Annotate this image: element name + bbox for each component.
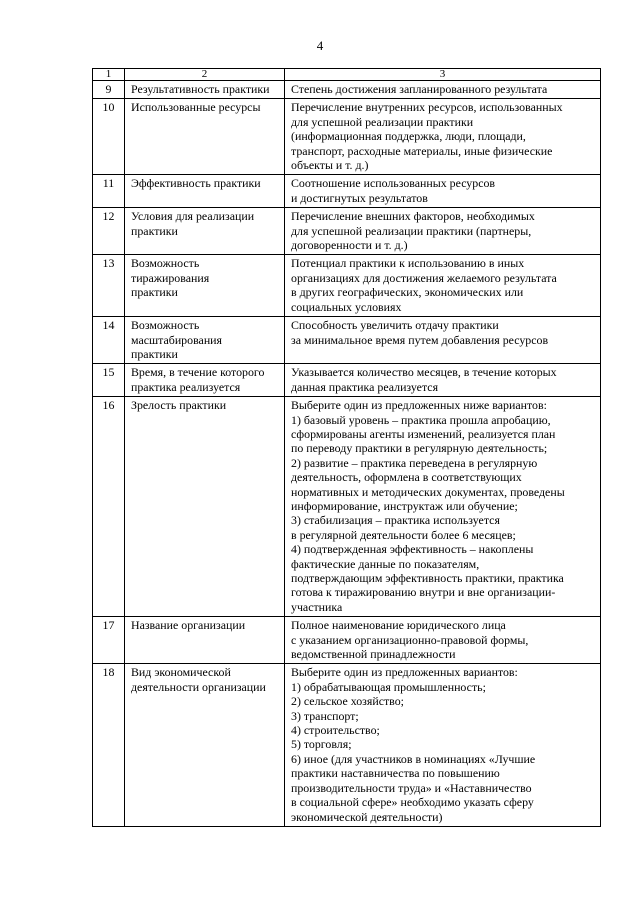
criterion-description-line: 2) сельское хозяйство; <box>291 694 404 709</box>
criterion-description-line: производительности труда» и «Наставничество <box>291 780 532 795</box>
criterion-description-line: 3) стабилизация – практика используется <box>291 513 500 528</box>
criterion-description-line: нормативных и методических документах, проведены <box>291 484 565 499</box>
criterion-description-line: в социальной сфере» необходимо указать сферу <box>291 795 534 810</box>
criterion-description-line: социальных условиях <box>291 299 402 314</box>
criterion-description-line: фактические данные по показателям, <box>291 556 480 571</box>
criterion-name <box>125 175 285 208</box>
criterion-description-line: Указывается количество месяцев, в течение которых <box>291 365 557 380</box>
criterion-description-line: организациях для достижения желаемого результата <box>291 270 557 285</box>
criterion-name <box>125 99 285 175</box>
criterion-name-line: Зрелость практики <box>131 398 227 413</box>
criterion-description-line: за минимальное время путем добавления ресурсов <box>291 332 549 347</box>
criterion-name <box>125 81 285 99</box>
row-number: 11 <box>93 175 125 208</box>
table-row <box>93 664 601 826</box>
criterion-name-line: масштабирования <box>131 332 223 347</box>
criterion-description-line: Перечисление внутренних ресурсов, использованных <box>291 100 563 115</box>
criterion-description-line: экономической деятельности) <box>291 809 443 824</box>
column-number-1: 1 <box>93 69 125 81</box>
criterion-description-line: сформированы агенты изменений, реализуется план <box>291 426 556 441</box>
row-number: 10 <box>93 99 125 175</box>
criterion-name <box>125 397 285 617</box>
criterion-name-line: Условия для реализации <box>131 209 255 224</box>
criterion-description-line: транспорт, расходные материалы, иные физические <box>291 143 553 158</box>
criterion-name-line: практики <box>131 285 178 300</box>
page-number: 4 <box>316 38 324 53</box>
criterion-description-line: 1) обрабатывающая промышленность; <box>291 679 486 694</box>
table-row <box>93 99 601 175</box>
criterion-description-line: участника <box>291 599 343 614</box>
criterion-description <box>285 255 601 317</box>
criterion-description <box>285 99 601 175</box>
table-row <box>93 208 601 255</box>
criterion-name-line: деятельности организации <box>131 679 266 694</box>
criterion-description-line: 1) базовый уровень – практика прошла апробацию, <box>291 412 551 427</box>
criterion-name <box>125 364 285 397</box>
criterion-name <box>125 317 285 364</box>
criterion-description-line: 2) развитие – практика переведена в регулярную <box>291 455 538 470</box>
practice-criteria-table <box>92 68 601 827</box>
criterion-description-line: готова к тиражированию внутри и вне организации- <box>291 585 556 600</box>
criterion-description-line: Выберите один из предложенных ниже вариантов: <box>291 398 547 413</box>
criterion-description-line: данная практика реализуется <box>291 379 439 394</box>
criterion-description-line: для успешной реализации практики <box>291 114 474 129</box>
criterion-description-line: для успешной реализации практики (партнеры, <box>291 223 532 238</box>
criterion-name <box>125 664 285 826</box>
row-number: 15 <box>93 364 125 397</box>
criterion-name-line: Результативность практики <box>131 82 270 96</box>
table-row <box>93 255 601 317</box>
table-row <box>93 617 601 664</box>
criterion-description <box>285 664 601 826</box>
criterion-name-line: Возможность <box>131 318 200 333</box>
criterion-description <box>285 397 601 617</box>
row-number: 17 <box>93 617 125 664</box>
criterion-description-line: Полное наименование юридического лица <box>291 618 506 633</box>
criterion-description <box>285 81 601 99</box>
criterion-name <box>125 255 285 317</box>
table-header-row <box>93 69 601 81</box>
criterion-description-line: Степень достижения запланированного результата <box>291 82 548 96</box>
criterion-description <box>285 317 601 364</box>
criterion-name-line: практики <box>131 346 178 361</box>
criterion-name-line: тиражирования <box>131 270 210 285</box>
table-row <box>93 364 601 397</box>
criterion-name-line: Вид экономической <box>131 665 231 680</box>
table-row <box>93 317 601 364</box>
criterion-description <box>285 208 601 255</box>
criterion-name-line: практики <box>131 223 178 238</box>
criterion-description-line: с указанием организационно-правовой формы, <box>291 632 529 647</box>
row-number: 18 <box>93 664 125 826</box>
column-number-3: 3 <box>285 69 601 81</box>
criterion-name <box>125 208 285 255</box>
row-number: 14 <box>93 317 125 364</box>
criterion-name-line: Время, в течение которого <box>131 365 265 380</box>
criterion-description-line: в других географических, экономических или <box>291 285 524 300</box>
table-row <box>93 81 601 99</box>
row-number: 16 <box>93 397 125 617</box>
criterion-description-line: Перечисление внешних факторов, необходимых <box>291 209 535 224</box>
criterion-description-line: и достигнутых результатов <box>291 190 428 205</box>
criterion-description-line: практики наставничества по повышению <box>291 766 500 781</box>
criterion-description <box>285 364 601 397</box>
criterion-description-line: объекты и т. д.) <box>291 158 369 173</box>
column-number-2: 2 <box>125 69 285 81</box>
table-row <box>93 397 601 617</box>
row-number: 13 <box>93 255 125 317</box>
criterion-name-line: Использованные ресурсы <box>131 100 261 115</box>
criterion-name <box>125 617 285 664</box>
criterion-name-line: Возможность <box>131 256 200 271</box>
row-number: 12 <box>93 208 125 255</box>
criterion-name-line: Эффективность практики <box>131 176 261 191</box>
criterion-description-line: Выберите один из предложенных вариантов: <box>291 665 518 680</box>
criterion-description-line: ведомственной принадлежности <box>291 647 456 662</box>
criterion-description-line: 5) торговля; <box>291 737 352 752</box>
criterion-description-line: (информационная поддержка, люди, площади, <box>291 129 526 144</box>
criterion-name-line: Название организации <box>131 618 246 633</box>
criterion-description-line: 4) строительство; <box>291 723 380 738</box>
criterion-name-line: практика реализуется <box>131 379 241 394</box>
criterion-description <box>285 175 601 208</box>
criterion-description-line: Потенциал практики к использованию в иных <box>291 256 525 271</box>
criterion-description-line: информирование, инструктаж или обучение; <box>291 498 518 513</box>
criterion-description-line: в регулярной деятельности более 6 месяцев; <box>291 527 516 542</box>
criterion-description-line: по переводу практики в регулярную деятельность; <box>291 441 548 456</box>
criterion-description-line: Способность увеличить отдачу практики <box>291 318 499 333</box>
criterion-description-line: 4) подтвержденная эффективность – накоплены <box>291 542 534 557</box>
criterion-description-line: 6) иное (для участников в номинациях «Лучшие <box>291 751 536 766</box>
row-number: 9 <box>93 81 125 99</box>
criterion-description-line: подтверждающим эффективность практики, практика <box>291 571 564 585</box>
table-row <box>93 175 601 208</box>
criterion-description-line: договоренности и т. д.) <box>291 238 408 253</box>
criterion-description-line: 3) транспорт; <box>291 708 359 723</box>
criterion-description-line: Соотношение использованных ресурсов <box>291 176 496 191</box>
criterion-description <box>285 617 601 664</box>
criterion-description-line: деятельность, оформлена в соответствующих <box>291 470 522 485</box>
